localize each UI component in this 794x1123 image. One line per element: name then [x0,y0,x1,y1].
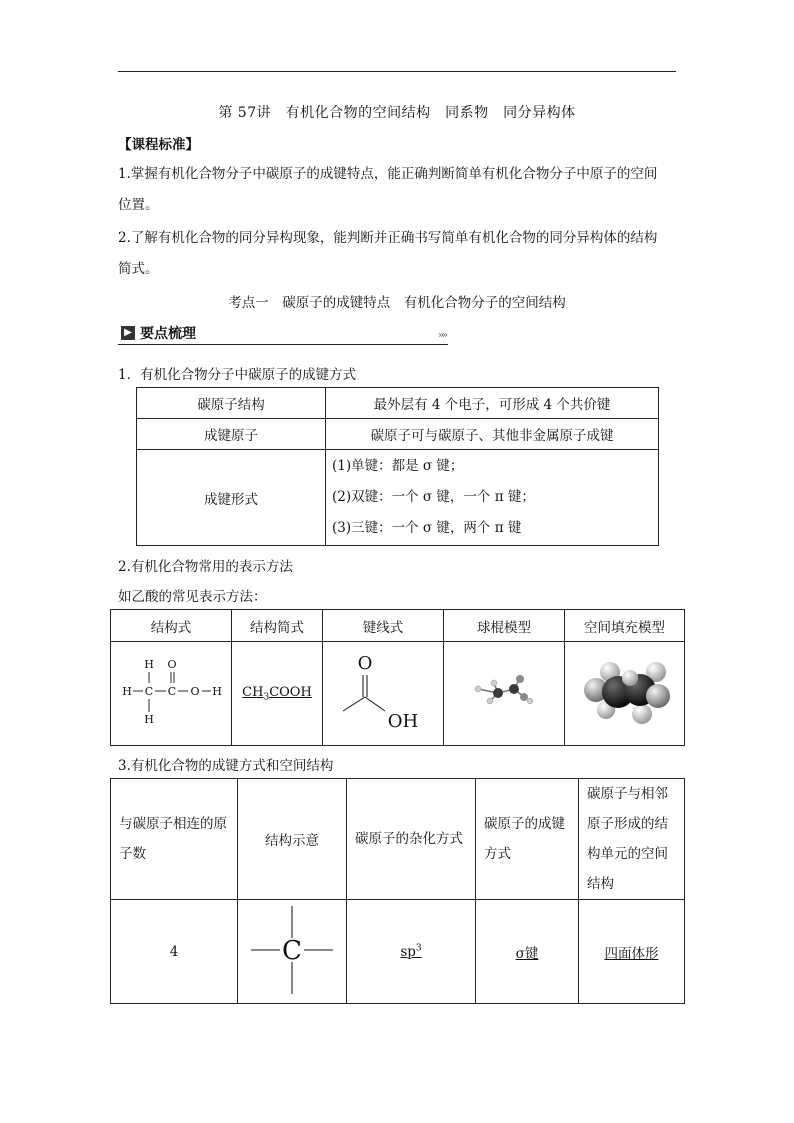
skeletal-o: O [357,652,373,674]
header-skeletal: 键线式 [323,610,444,642]
sf-h-top: H [144,657,154,671]
sf-o: O [190,684,200,698]
example-text: 如乙酸的常见表示方法： [118,589,267,605]
row1-label: 碳原子结构 [137,388,326,419]
representation-table [110,609,685,746]
standard-line-3: 2.了解有机化合物的同分异构现象，能判断并正确书写简单有机化合物的同分异构体的结构 [118,230,658,246]
heading-3: 3.有机化合物的成键方式和空间结构 [118,758,334,774]
structural-formula-cell [111,642,232,746]
standard-heading: 【课程标准】 [118,137,199,153]
structure-sketch-cell [238,900,347,1004]
bonding-table [136,387,659,546]
standard-line-1: 1.掌握有机化合物分子中碳原子的成键特点，能正确判断简单有机化合物分子中原子的空间 [118,166,658,182]
header-rule [118,71,676,72]
space-filling-model [570,652,680,732]
condensed-formula-cell [232,642,323,746]
sf-c1: C [144,684,154,698]
skeletal-oh: OH [387,710,419,732]
bond-type-value: σ键 [515,945,539,962]
ball-stick-model [464,667,544,717]
sf-h-bottom: H [144,712,154,726]
structure-table [110,778,685,1004]
hybridization-cell [347,900,476,1004]
sf-o-top: O [167,657,177,671]
sf-h-left: H [122,684,132,698]
header-space-filling: 空间填充模型 [565,610,685,642]
section-bar [118,324,448,345]
chevron-icon: »» [437,330,446,341]
header-structural: 结构式 [111,610,232,642]
bond-line-triple: (3)三键：一个 σ 键，两个 π 键 [332,520,522,536]
spatial-structure-cell [579,900,685,1004]
row3-label: 成键形式 [137,450,326,546]
skeletal-formula [333,647,433,737]
spatial-structure-value: 四面体形 [604,945,659,962]
bond-line-single: (1)单键：都是 σ 键； [332,458,464,474]
header-structure-sketch: 结构示意 [238,779,347,900]
header-spatial-structure: 碳原子与相邻原子形成的结构单元的空间结构 [579,779,685,900]
sf-c2: C [167,684,177,698]
condensed-formula: $CH_3COOH$ [242,685,312,703]
standard-line-2: 位置。 [118,197,159,213]
bond-type-cell [476,900,579,1004]
header-condensed: 结构简式 [232,610,323,642]
section-label: 要点梳理 [140,326,196,342]
bond-line-double: (2)双键：一个 σ 键，一个 π 键； [332,489,535,505]
carbon-tetrahedral-sketch [247,902,337,998]
sf-h-right: H [212,684,222,698]
page-title: 第 57讲 有机化合物的空间结构 同系物 同分异构体 [218,105,576,121]
row3-value [326,450,659,546]
heading-1: 1．有机化合物分子中碳原子的成键方式 [118,367,357,383]
header-bond-type: 碳原子的成键方式 [476,779,579,900]
row2-value: 碳原子可与碳原子、其他非金属原子成键 [326,419,659,450]
header-hybridization: 碳原子的杂化方式 [347,779,476,900]
play-icon: ▶ [121,326,135,340]
standard-line-4: 简式。 [118,261,159,277]
atom-count: 4 [111,900,238,1004]
carbon-atom-label: C [282,935,302,966]
structural-formula [116,652,226,732]
header-ball-stick: 球棍模型 [444,610,565,642]
ball-stick-cell [444,642,565,746]
heading-2: 2.有机化合物常用的表示方法 [118,559,293,575]
row2-label: 成键原子 [137,419,326,450]
kaodian-title: 考点一 碳原子的成键特点 有机化合物分子的空间结构 [228,295,566,311]
header-atom-count: 与碳原子相连的原子数 [111,779,238,900]
space-filling-cell [565,642,685,746]
row1-value: 最外层有 4 个电子，可形成 4 个共价键 [326,388,659,419]
skeletal-formula-cell [323,642,444,746]
hybridization-value: $sp^3$ [400,943,422,960]
